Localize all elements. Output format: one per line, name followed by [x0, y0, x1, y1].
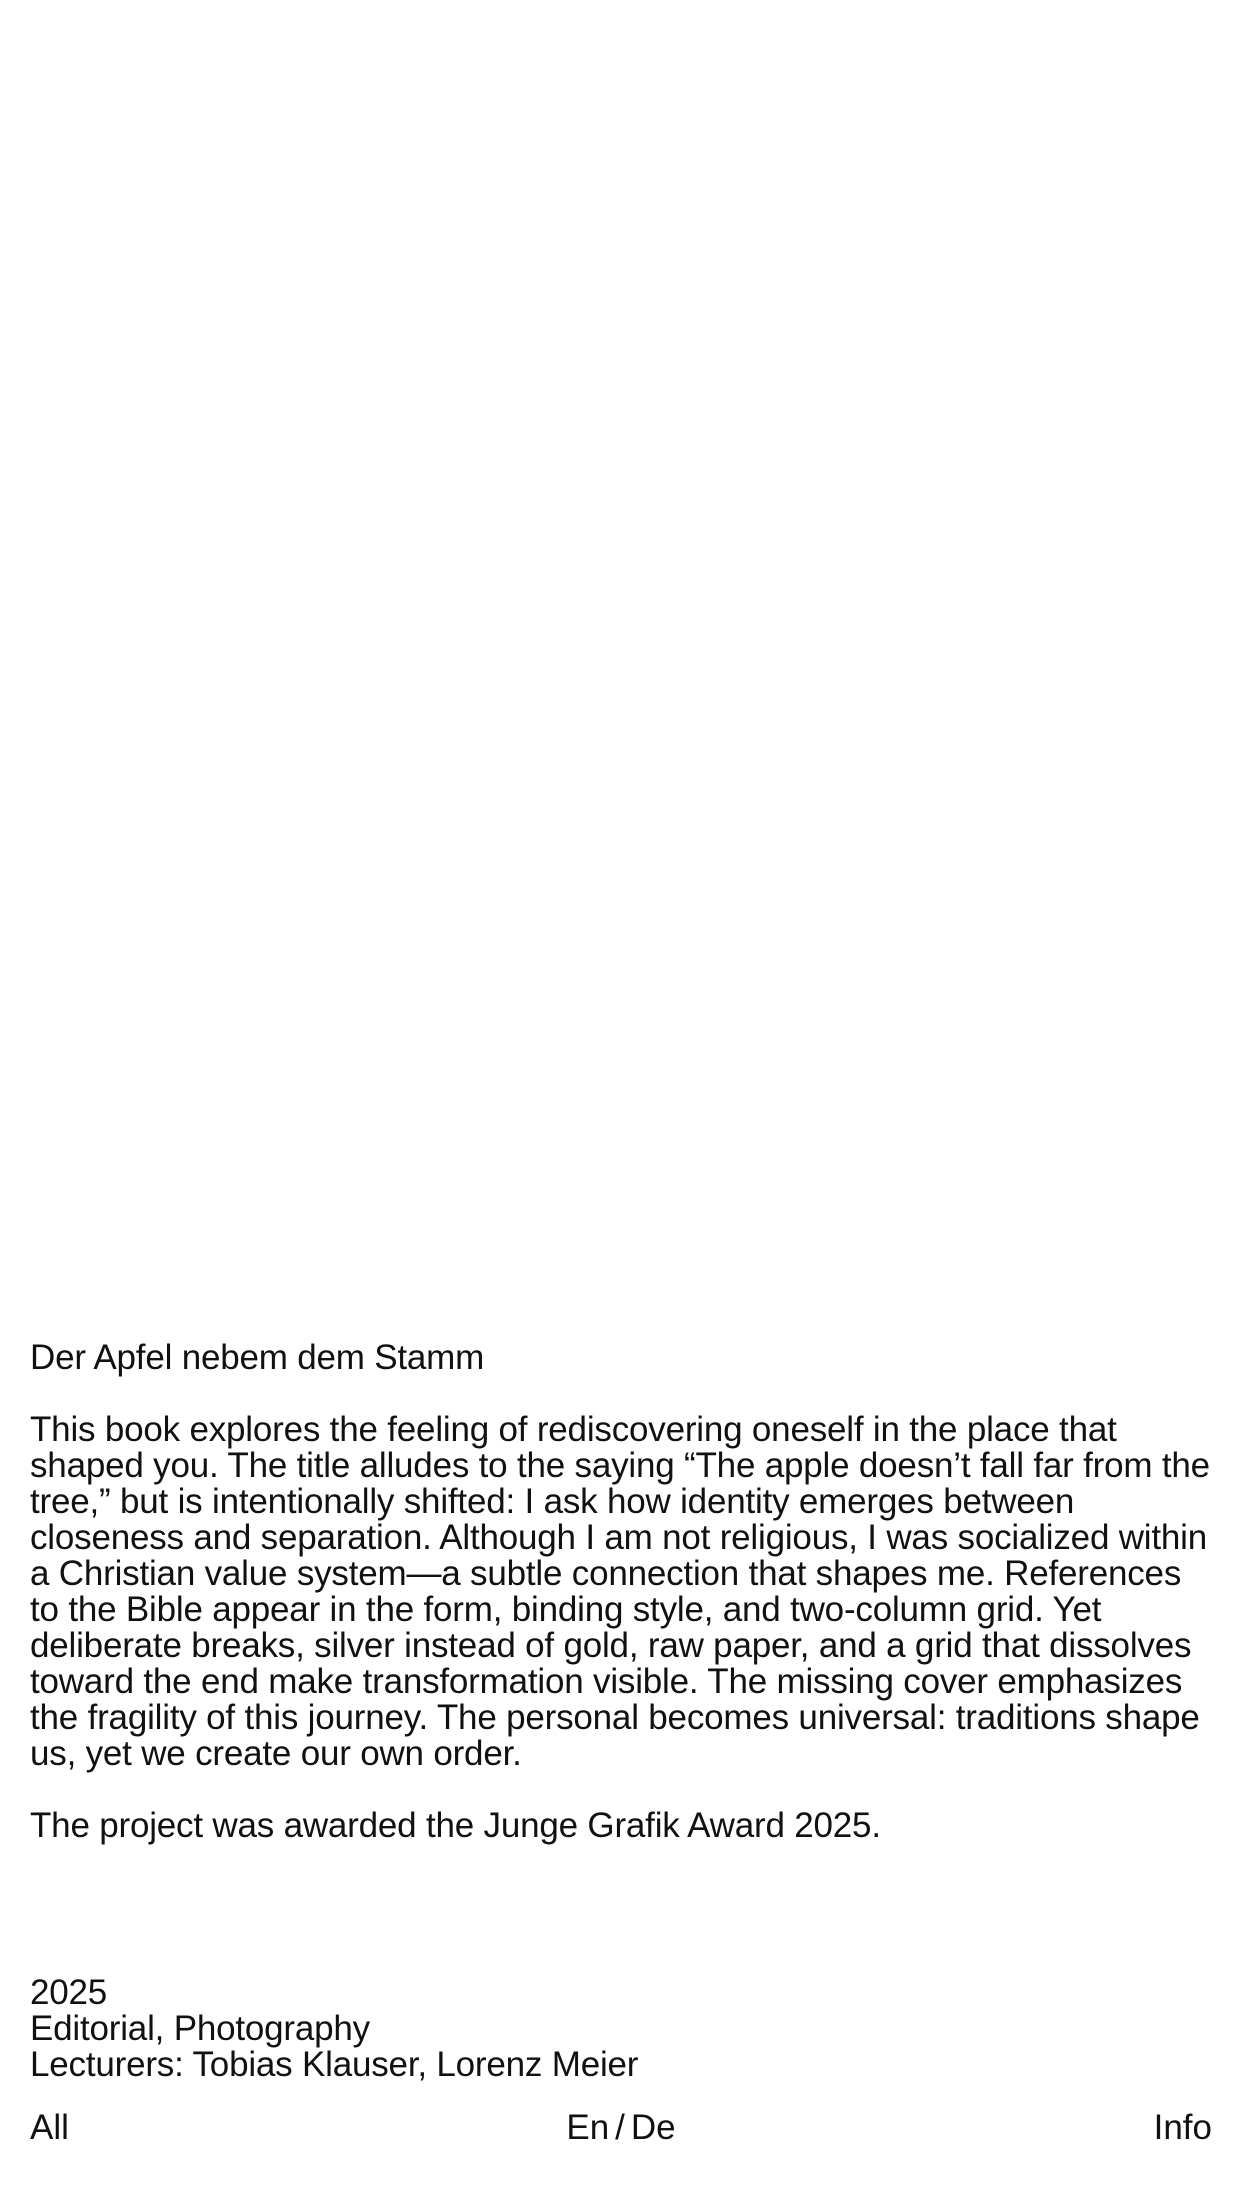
lang-separator: /: [615, 2108, 625, 2147]
project-lecturers: Lecturers: Tobias Klauser, Lorenz Meier: [30, 2045, 639, 2084]
nav-info-link[interactable]: Info: [1153, 2108, 1212, 2147]
project-categories: Editorial, Photography: [30, 2009, 370, 2048]
project-year: 2025: [30, 1973, 108, 2012]
project-meta: [30, 1975, 1210, 2083]
footer-nav: [30, 2108, 1212, 2148]
project-description: This book explores the feeling of rediscovering oneself in the place that shaped you. The title alludes to the saying “The apple doesn’t fall far from the tree,” but is intentionally shifted: I ask how identity emerges between closeness and separation. Although I am not religious, I was socialized within a Christian value system—a subtle connection that shapes me. References to the Bible appear in the form, binding style, and two-column grid. Yet deliberate breaks, silver instead of gold, raw paper, and a grid that dissolves toward the end make transformation visible. The missing cover emphasizes the fragility of this journey. The personal becomes universal: traditions shape us, yet we create our own order.: [30, 1410, 1210, 1773]
lang-en-link[interactable]: En: [566, 2108, 610, 2147]
lang-de-link[interactable]: De: [630, 2108, 676, 2147]
language-switcher: [566, 2108, 675, 2148]
project-content: [30, 1340, 1210, 1844]
project-title: Der Apfel nebem dem Stamm: [30, 1338, 485, 1377]
nav-all-link[interactable]: All: [30, 2108, 69, 2147]
project-award: The project was awarded the Junge Grafik Award 2025.: [30, 1806, 881, 1845]
